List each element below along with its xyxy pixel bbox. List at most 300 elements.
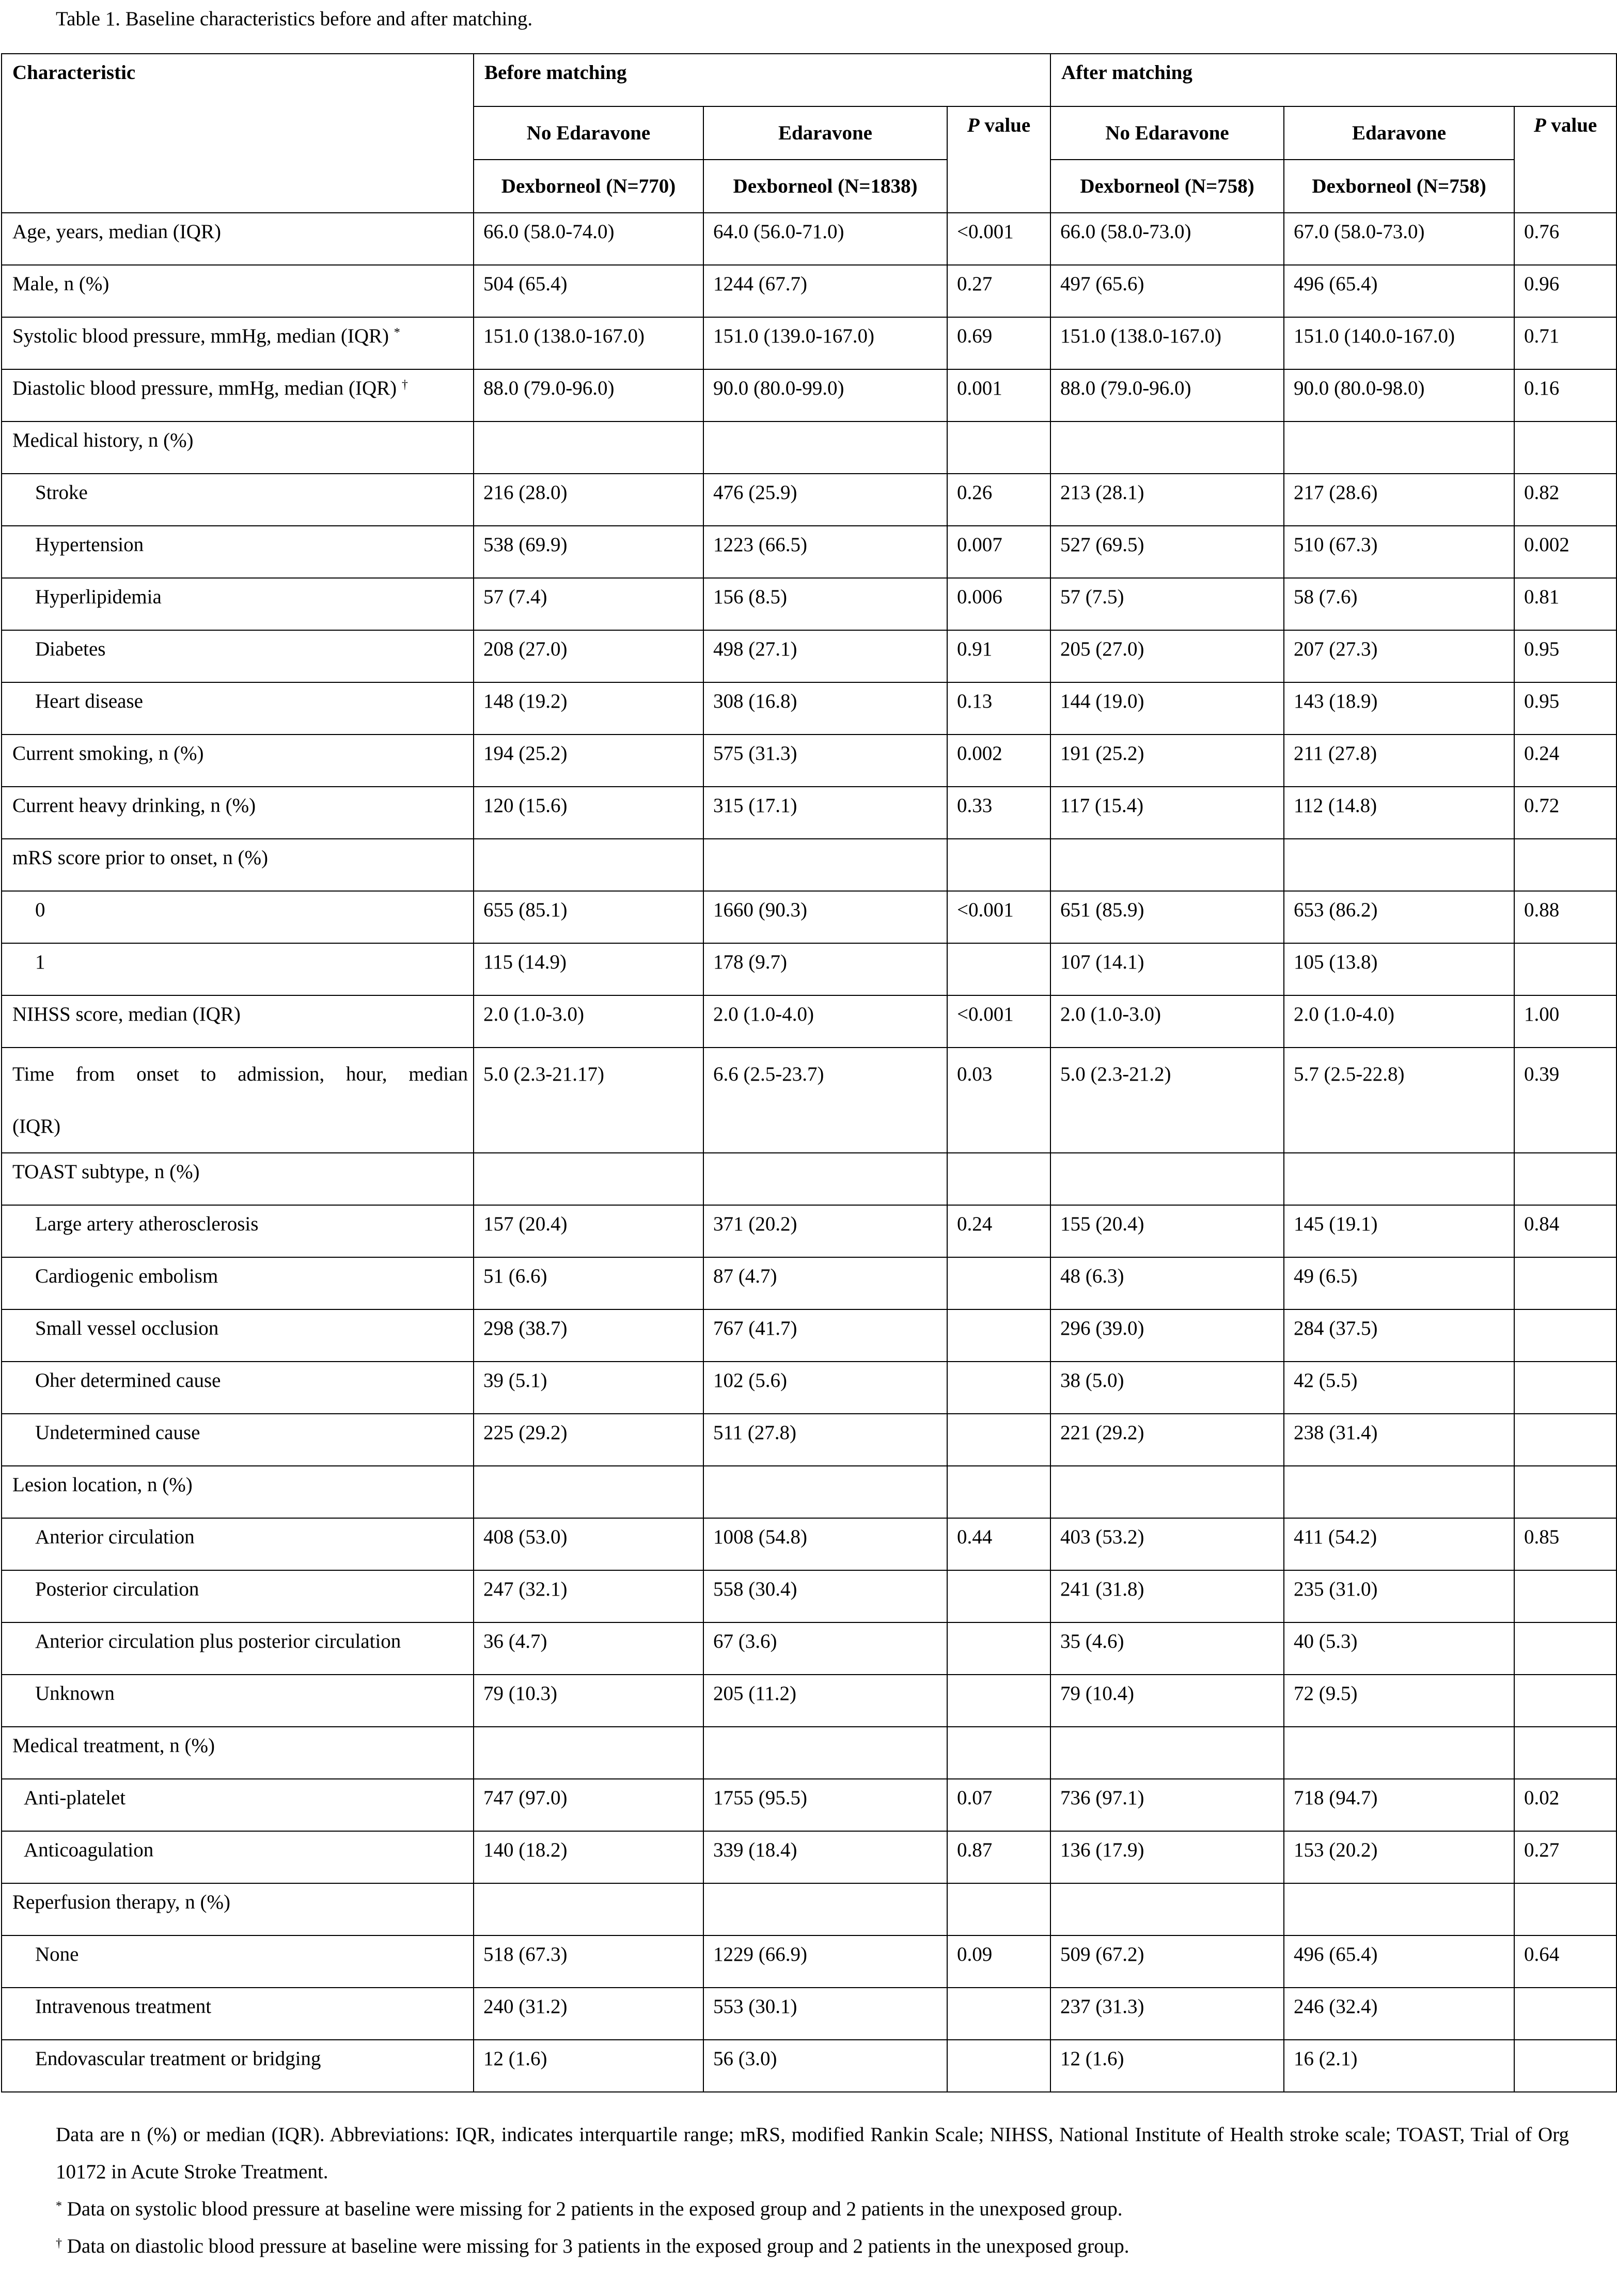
cell-no-edaravone-before: 115 (14.9)	[474, 943, 703, 995]
row-label: Time from onset to admission, hour, median (IQR)	[2, 1048, 474, 1153]
cell-no-edaravone-before: 747 (97.0)	[474, 1779, 703, 1831]
cell-no-edaravone-after: 191 (25.2)	[1050, 735, 1284, 787]
cell-edaravone-after	[1284, 1727, 1514, 1779]
table-row	[2, 213, 1616, 265]
cell-p-value-before: <0.001	[947, 213, 1050, 265]
header-edaravone-before-n: Dexborneol (N=1838)	[703, 160, 947, 213]
row-label: Undetermined cause	[2, 1414, 474, 1466]
cell-edaravone-before	[703, 839, 947, 891]
row-label: Posterior circulation	[2, 1570, 474, 1622]
cell-p-value-before: 0.09	[947, 1935, 1050, 1988]
row-label: Systolic blood pressure, mmHg, median (IQR) *	[2, 317, 474, 369]
table-row	[2, 1414, 1616, 1466]
cell-p-value-before: 0.27	[947, 265, 1050, 317]
table-row	[2, 1570, 1616, 1622]
cell-p-value-before: <0.001	[947, 995, 1050, 1048]
cell-no-edaravone-after: 241 (31.8)	[1050, 1570, 1284, 1622]
row-label: Medical treatment, n (%)	[2, 1727, 474, 1779]
cell-no-edaravone-after: 88.0 (79.0-96.0)	[1050, 369, 1284, 421]
cell-edaravone-after: 16 (2.1)	[1284, 2040, 1514, 2092]
cell-p-value-after: 0.85	[1514, 1518, 1616, 1570]
row-label: mRS score prior to onset, n (%)	[2, 839, 474, 891]
cell-no-edaravone-before: 225 (29.2)	[474, 1414, 703, 1466]
cell-p-value-before: 0.91	[947, 630, 1050, 682]
cell-edaravone-after: 238 (31.4)	[1284, 1414, 1514, 1466]
cell-edaravone-after: 411 (54.2)	[1284, 1518, 1514, 1570]
cell-no-edaravone-after: 48 (6.3)	[1050, 1257, 1284, 1309]
cell-no-edaravone-after: 151.0 (138.0-167.0)	[1050, 317, 1284, 369]
cell-p-value-before: 0.002	[947, 735, 1050, 787]
cell-edaravone-before: 315 (17.1)	[703, 787, 947, 839]
cell-no-edaravone-after: 144 (19.0)	[1050, 682, 1284, 735]
table-row	[2, 1205, 1616, 1257]
row-label: Large artery atherosclerosis	[2, 1205, 474, 1257]
table-row	[2, 578, 1616, 630]
table-row	[2, 1883, 1616, 1935]
cell-p-value-before	[947, 421, 1050, 474]
cell-edaravone-before: 205 (11.2)	[703, 1675, 947, 1727]
header-row-groups	[2, 54, 1616, 106]
cell-p-value-after: 1.00	[1514, 995, 1616, 1048]
cell-edaravone-after: 112 (14.8)	[1284, 787, 1514, 839]
cell-p-value-before: 0.24	[947, 1205, 1050, 1257]
table-row	[2, 1675, 1616, 1727]
cell-edaravone-before	[703, 421, 947, 474]
cell-p-value-after	[1514, 1466, 1616, 1518]
cell-no-edaravone-before: 504 (65.4)	[474, 265, 703, 317]
cell-edaravone-before: 2.0 (1.0-4.0)	[703, 995, 947, 1048]
cell-no-edaravone-after: 5.0 (2.3-21.2)	[1050, 1048, 1284, 1153]
cell-no-edaravone-before: 518 (67.3)	[474, 1935, 703, 1988]
cell-edaravone-after: 496 (65.4)	[1284, 265, 1514, 317]
table-row	[2, 1362, 1616, 1414]
cell-p-value-after	[1514, 1362, 1616, 1414]
table-row	[2, 1048, 1616, 1153]
cell-edaravone-before: 308 (16.8)	[703, 682, 947, 735]
header-no-edaravone-before-n: Dexborneol (N=770)	[474, 160, 703, 213]
row-label: Current smoking, n (%)	[2, 735, 474, 787]
cell-p-value-before	[947, 2040, 1050, 2092]
cell-p-value-after: 0.27	[1514, 1831, 1616, 1883]
cell-edaravone-after: 235 (31.0)	[1284, 1570, 1514, 1622]
row-label: TOAST subtype, n (%)	[2, 1153, 474, 1205]
cell-edaravone-before: 64.0 (56.0-71.0)	[703, 213, 947, 265]
row-label: Current heavy drinking, n (%)	[2, 787, 474, 839]
cell-edaravone-after: 49 (6.5)	[1284, 1257, 1514, 1309]
table-row	[2, 2040, 1616, 2092]
cell-edaravone-after	[1284, 839, 1514, 891]
row-label: Diastolic blood pressure, mmHg, median (IQR) †	[2, 369, 474, 421]
cell-p-value-after	[1514, 1257, 1616, 1309]
cell-edaravone-after: 510 (67.3)	[1284, 526, 1514, 578]
cell-no-edaravone-after: 497 (65.6)	[1050, 265, 1284, 317]
table-row	[2, 1935, 1616, 1988]
cell-no-edaravone-after	[1050, 1153, 1284, 1205]
cell-no-edaravone-before: 88.0 (79.0-96.0)	[474, 369, 703, 421]
cell-edaravone-before	[703, 1727, 947, 1779]
cell-p-value-after: 0.81	[1514, 578, 1616, 630]
row-label: Anterior circulation plus posterior circulation	[2, 1622, 474, 1675]
cell-p-value-before	[947, 1414, 1050, 1466]
cell-edaravone-after: 2.0 (1.0-4.0)	[1284, 995, 1514, 1048]
cell-p-value-after: 0.16	[1514, 369, 1616, 421]
row-label: Oher determined cause	[2, 1362, 474, 1414]
cell-edaravone-after: 72 (9.5)	[1284, 1675, 1514, 1727]
cell-edaravone-before: 102 (5.6)	[703, 1362, 947, 1414]
row-label: Anterior circulation	[2, 1518, 474, 1570]
table-row	[2, 1518, 1616, 1570]
cell-edaravone-before: 151.0 (139.0-167.0)	[703, 317, 947, 369]
cell-no-edaravone-before: 57 (7.4)	[474, 578, 703, 630]
cell-p-value-after	[1514, 1570, 1616, 1622]
cell-no-edaravone-after	[1050, 1466, 1284, 1518]
header-characteristic: Characteristic	[2, 54, 474, 213]
cell-p-value-before: 0.001	[947, 369, 1050, 421]
cell-p-value-after: 0.71	[1514, 317, 1616, 369]
cell-no-edaravone-before: 12 (1.6)	[474, 2040, 703, 2092]
row-label: NIHSS score, median (IQR)	[2, 995, 474, 1048]
header-p-value-after: P value	[1514, 106, 1616, 213]
cell-edaravone-after: 67.0 (58.0-73.0)	[1284, 213, 1514, 265]
cell-p-value-after	[1514, 1727, 1616, 1779]
table-row	[2, 1153, 1616, 1205]
cell-p-value-before: <0.001	[947, 891, 1050, 943]
cell-no-edaravone-before: 151.0 (138.0-167.0)	[474, 317, 703, 369]
table-row	[2, 943, 1616, 995]
cell-p-value-after: 0.95	[1514, 682, 1616, 735]
cell-edaravone-after: 58 (7.6)	[1284, 578, 1514, 630]
cell-edaravone-before: 156 (8.5)	[703, 578, 947, 630]
cell-edaravone-before: 575 (31.3)	[703, 735, 947, 787]
cell-no-edaravone-before: 120 (15.6)	[474, 787, 703, 839]
row-label: Age, years, median (IQR)	[2, 213, 474, 265]
cell-edaravone-after: 653 (86.2)	[1284, 891, 1514, 943]
table-row	[2, 891, 1616, 943]
cell-edaravone-before	[703, 1153, 947, 1205]
cell-p-value-before: 0.26	[947, 474, 1050, 526]
cell-p-value-after	[1514, 1883, 1616, 1935]
row-label: Stroke	[2, 474, 474, 526]
table-row	[2, 1466, 1616, 1518]
cell-edaravone-after: 217 (28.6)	[1284, 474, 1514, 526]
cell-edaravone-after: 40 (5.3)	[1284, 1622, 1514, 1675]
cell-p-value-before	[947, 943, 1050, 995]
cell-edaravone-before: 67 (3.6)	[703, 1622, 947, 1675]
cell-edaravone-before: 498 (27.1)	[703, 630, 947, 682]
cell-edaravone-after	[1284, 1153, 1514, 1205]
cell-edaravone-after: 246 (32.4)	[1284, 1988, 1514, 2040]
cell-edaravone-after: 5.7 (2.5-22.8)	[1284, 1048, 1514, 1153]
cell-p-value-before: 0.87	[947, 1831, 1050, 1883]
row-label: Hypertension	[2, 526, 474, 578]
cell-p-value-after: 0.39	[1514, 1048, 1616, 1153]
cell-p-value-before: 0.13	[947, 682, 1050, 735]
cell-edaravone-after: 496 (65.4)	[1284, 1935, 1514, 1988]
cell-no-edaravone-before: 5.0 (2.3-21.17)	[474, 1048, 703, 1153]
table-row	[2, 735, 1616, 787]
cell-p-value-before: 0.03	[947, 1048, 1050, 1153]
cell-edaravone-before: 371 (20.2)	[703, 1205, 947, 1257]
cell-p-value-after	[1514, 1988, 1616, 2040]
cell-no-edaravone-after: 136 (17.9)	[1050, 1831, 1284, 1883]
cell-p-value-before	[947, 1309, 1050, 1362]
cell-no-edaravone-after: 296 (39.0)	[1050, 1309, 1284, 1362]
cell-no-edaravone-after: 66.0 (58.0-73.0)	[1050, 213, 1284, 265]
table-row	[2, 1779, 1616, 1831]
cell-p-value-after: 0.76	[1514, 213, 1616, 265]
header-p-value-before: P value	[947, 106, 1050, 213]
cell-no-edaravone-before	[474, 1466, 703, 1518]
row-label: Heart disease	[2, 682, 474, 735]
table-row	[2, 526, 1616, 578]
cell-no-edaravone-after	[1050, 839, 1284, 891]
cell-edaravone-after: 718 (94.7)	[1284, 1779, 1514, 1831]
cell-edaravone-after: 145 (19.1)	[1284, 1205, 1514, 1257]
note-diastolic: † Data on diastolic blood pressure at baseline were missing for 3 patients in the exposed group and 2 patients in the unexposed group.	[56, 2235, 1129, 2257]
cell-edaravone-after: 284 (37.5)	[1284, 1309, 1514, 1362]
cell-p-value-after: 0.002	[1514, 526, 1616, 578]
header-before-matching: Before matching	[474, 54, 1050, 106]
cell-no-edaravone-after	[1050, 1883, 1284, 1935]
cell-p-value-after: 0.02	[1514, 1779, 1616, 1831]
cell-p-value-before	[947, 1153, 1050, 1205]
cell-no-edaravone-before: 298 (38.7)	[474, 1309, 703, 1362]
cell-no-edaravone-after: 57 (7.5)	[1050, 578, 1284, 630]
table-notes	[56, 2116, 1569, 2265]
cell-no-edaravone-before: 240 (31.2)	[474, 1988, 703, 2040]
row-label: None	[2, 1935, 474, 1988]
cell-edaravone-before: 56 (3.0)	[703, 2040, 947, 2092]
cell-no-edaravone-before: 194 (25.2)	[474, 735, 703, 787]
header-after-matching: After matching	[1050, 54, 1616, 106]
cell-no-edaravone-before	[474, 839, 703, 891]
cell-p-value-before	[947, 1675, 1050, 1727]
table-row	[2, 630, 1616, 682]
cell-p-value-before: 0.33	[947, 787, 1050, 839]
table-row	[2, 787, 1616, 839]
cell-p-value-before: 0.007	[947, 526, 1050, 578]
cell-p-value-after: 0.96	[1514, 265, 1616, 317]
cell-p-value-after	[1514, 943, 1616, 995]
cell-no-edaravone-before	[474, 1883, 703, 1935]
cell-no-edaravone-after: 213 (28.1)	[1050, 474, 1284, 526]
cell-no-edaravone-after: 403 (53.2)	[1050, 1518, 1284, 1570]
cell-no-edaravone-after	[1050, 1727, 1284, 1779]
cell-no-edaravone-after: 205 (27.0)	[1050, 630, 1284, 682]
cell-p-value-after	[1514, 421, 1616, 474]
cell-edaravone-before	[703, 1883, 947, 1935]
note-systolic: * Data on systolic blood pressure at baseline were missing for 2 patients in the exposed group and 2 patients in the unexposed group.	[56, 2198, 1123, 2220]
cell-p-value-after	[1514, 1622, 1616, 1675]
row-label: Unknown	[2, 1675, 474, 1727]
row-label: Anticoagulation	[2, 1831, 474, 1883]
cell-no-edaravone-after: 509 (67.2)	[1050, 1935, 1284, 1988]
row-label: Anti-platelet	[2, 1779, 474, 1831]
cell-edaravone-after: 207 (27.3)	[1284, 630, 1514, 682]
cell-p-value-after	[1514, 1309, 1616, 1362]
cell-p-value-after: 0.64	[1514, 1935, 1616, 1988]
cell-p-value-before	[947, 1883, 1050, 1935]
cell-p-value-after	[1514, 839, 1616, 891]
header-edaravone-before: Edaravone	[703, 106, 947, 160]
cell-edaravone-after	[1284, 1883, 1514, 1935]
cell-edaravone-before: 1244 (67.7)	[703, 265, 947, 317]
cell-p-value-after: 0.95	[1514, 630, 1616, 682]
row-label: Reperfusion therapy, n (%)	[2, 1883, 474, 1935]
cell-no-edaravone-before: 79 (10.3)	[474, 1675, 703, 1727]
cell-no-edaravone-before: 157 (20.4)	[474, 1205, 703, 1257]
cell-p-value-after: 0.82	[1514, 474, 1616, 526]
cell-no-edaravone-before	[474, 1727, 703, 1779]
cell-edaravone-after: 42 (5.5)	[1284, 1362, 1514, 1414]
table-row	[2, 1309, 1616, 1362]
note-dagger-mark: †	[56, 2237, 62, 2250]
cell-no-edaravone-before: 148 (19.2)	[474, 682, 703, 735]
cell-no-edaravone-before: 39 (5.1)	[474, 1362, 703, 1414]
cell-edaravone-before: 178 (9.7)	[703, 943, 947, 995]
table-row	[2, 1257, 1616, 1309]
cell-p-value-after	[1514, 1675, 1616, 1727]
cell-edaravone-after: 90.0 (80.0-98.0)	[1284, 369, 1514, 421]
cell-no-edaravone-before: 51 (6.6)	[474, 1257, 703, 1309]
cell-edaravone-before: 558 (30.4)	[703, 1570, 947, 1622]
cell-edaravone-before: 1223 (66.5)	[703, 526, 947, 578]
cell-p-value-after	[1514, 1414, 1616, 1466]
cell-p-value-before: 0.44	[947, 1518, 1050, 1570]
cell-no-edaravone-after: 35 (4.6)	[1050, 1622, 1284, 1675]
row-label: Cardiogenic embolism	[2, 1257, 474, 1309]
row-label: Intravenous treatment	[2, 1988, 474, 2040]
cell-no-edaravone-before: 208 (27.0)	[474, 630, 703, 682]
cell-no-edaravone-after: 527 (69.5)	[1050, 526, 1284, 578]
table-row	[2, 995, 1616, 1048]
cell-no-edaravone-before: 66.0 (58.0-74.0)	[474, 213, 703, 265]
cell-no-edaravone-after: 155 (20.4)	[1050, 1205, 1284, 1257]
note-abbreviations: Data are n (%) or median (IQR). Abbreviations: IQR, indicates interquartile range; mRS, modified Rankin Scale; NIHSS, National Institute of Health stroke scale; TOAST, Trial of Org 10172 in Acute Stroke Treatment.	[56, 2123, 1569, 2183]
table-caption: Table 1. Baseline characteristics before and after matching.	[56, 8, 533, 30]
cell-edaravone-after: 153 (20.2)	[1284, 1831, 1514, 1883]
cell-edaravone-before: 1008 (54.8)	[703, 1518, 947, 1570]
cell-no-edaravone-before: 247 (32.1)	[474, 1570, 703, 1622]
cell-no-edaravone-after: 12 (1.6)	[1050, 2040, 1284, 2092]
cell-edaravone-before: 553 (30.1)	[703, 1988, 947, 2040]
cell-no-edaravone-after: 2.0 (1.0-3.0)	[1050, 995, 1284, 1048]
cell-edaravone-before: 339 (18.4)	[703, 1831, 947, 1883]
cell-no-edaravone-after: 237 (31.3)	[1050, 1988, 1284, 2040]
cell-p-value-before: 0.69	[947, 317, 1050, 369]
cell-no-edaravone-after	[1050, 421, 1284, 474]
cell-edaravone-before: 767 (41.7)	[703, 1309, 947, 1362]
row-label: Hyperlipidemia	[2, 578, 474, 630]
table-row	[2, 839, 1616, 891]
note-star-mark: *	[56, 2199, 62, 2213]
cell-no-edaravone-before: 216 (28.0)	[474, 474, 703, 526]
cell-p-value-after: 0.72	[1514, 787, 1616, 839]
cell-no-edaravone-after: 107 (14.1)	[1050, 943, 1284, 995]
cell-p-value-after	[1514, 2040, 1616, 2092]
cell-no-edaravone-before: 655 (85.1)	[474, 891, 703, 943]
cell-edaravone-after: 105 (13.8)	[1284, 943, 1514, 995]
header-no-edaravone-before: No Edaravone	[474, 106, 703, 160]
baseline-characteristics-table	[1, 53, 1617, 2092]
row-label: 0	[2, 891, 474, 943]
table-row	[2, 369, 1616, 421]
header-no-edaravone-after: No Edaravone	[1050, 106, 1284, 160]
cell-no-edaravone-before: 538 (69.9)	[474, 526, 703, 578]
row-label: Lesion location, n (%)	[2, 1466, 474, 1518]
cell-p-value-after: 0.24	[1514, 735, 1616, 787]
row-label: Medical history, n (%)	[2, 421, 474, 474]
cell-no-edaravone-after: 221 (29.2)	[1050, 1414, 1284, 1466]
header-no-edaravone-after-n: Dexborneol (N=758)	[1050, 160, 1284, 213]
cell-p-value-after: 0.88	[1514, 891, 1616, 943]
cell-no-edaravone-after: 117 (15.4)	[1050, 787, 1284, 839]
row-label: Diabetes	[2, 630, 474, 682]
cell-no-edaravone-after: 38 (5.0)	[1050, 1362, 1284, 1414]
cell-p-value-after: 0.84	[1514, 1205, 1616, 1257]
row-label: Male, n (%)	[2, 265, 474, 317]
cell-edaravone-before: 87 (4.7)	[703, 1257, 947, 1309]
cell-no-edaravone-before	[474, 421, 703, 474]
cell-edaravone-before: 6.6 (2.5-23.7)	[703, 1048, 947, 1153]
cell-p-value-before	[947, 1362, 1050, 1414]
cell-edaravone-before	[703, 1466, 947, 1518]
table-row	[2, 265, 1616, 317]
table-row	[2, 421, 1616, 474]
cell-p-value-before: 0.07	[947, 1779, 1050, 1831]
cell-no-edaravone-before: 140 (18.2)	[474, 1831, 703, 1883]
cell-no-edaravone-after: 651 (85.9)	[1050, 891, 1284, 943]
cell-p-value-before	[947, 1988, 1050, 2040]
table-row	[2, 1988, 1616, 2040]
cell-edaravone-before: 1229 (66.9)	[703, 1935, 947, 1988]
cell-p-value-before	[947, 1622, 1050, 1675]
cell-edaravone-before: 90.0 (80.0-99.0)	[703, 369, 947, 421]
table-row	[2, 317, 1616, 369]
row-label: Small vessel occlusion	[2, 1309, 474, 1362]
cell-edaravone-after: 143 (18.9)	[1284, 682, 1514, 735]
cell-p-value-before: 0.006	[947, 578, 1050, 630]
cell-p-value-before	[947, 1466, 1050, 1518]
table-row	[2, 682, 1616, 735]
cell-p-value-after	[1514, 1153, 1616, 1205]
cell-edaravone-before: 1755 (95.5)	[703, 1779, 947, 1831]
row-label: Endovascular treatment or bridging	[2, 2040, 474, 2092]
cell-edaravone-before: 1660 (90.3)	[703, 891, 947, 943]
cell-no-edaravone-after: 79 (10.4)	[1050, 1675, 1284, 1727]
cell-no-edaravone-before: 408 (53.0)	[474, 1518, 703, 1570]
table-row	[2, 1831, 1616, 1883]
table-row	[2, 474, 1616, 526]
cell-edaravone-after: 151.0 (140.0-167.0)	[1284, 317, 1514, 369]
cell-no-edaravone-before: 36 (4.7)	[474, 1622, 703, 1675]
cell-p-value-before	[947, 1570, 1050, 1622]
cell-edaravone-after	[1284, 1466, 1514, 1518]
cell-p-value-before	[947, 839, 1050, 891]
cell-p-value-before	[947, 1727, 1050, 1779]
header-edaravone-after-n: Dexborneol (N=758)	[1284, 160, 1514, 213]
cell-no-edaravone-after: 736 (97.1)	[1050, 1779, 1284, 1831]
cell-no-edaravone-before	[474, 1153, 703, 1205]
table-row	[2, 1622, 1616, 1675]
table-row	[2, 1727, 1616, 1779]
header-edaravone-after: Edaravone	[1284, 106, 1514, 160]
cell-no-edaravone-before: 2.0 (1.0-3.0)	[474, 995, 703, 1048]
cell-edaravone-after	[1284, 421, 1514, 474]
row-label: 1	[2, 943, 474, 995]
cell-edaravone-before: 476 (25.9)	[703, 474, 947, 526]
cell-p-value-before	[947, 1257, 1050, 1309]
